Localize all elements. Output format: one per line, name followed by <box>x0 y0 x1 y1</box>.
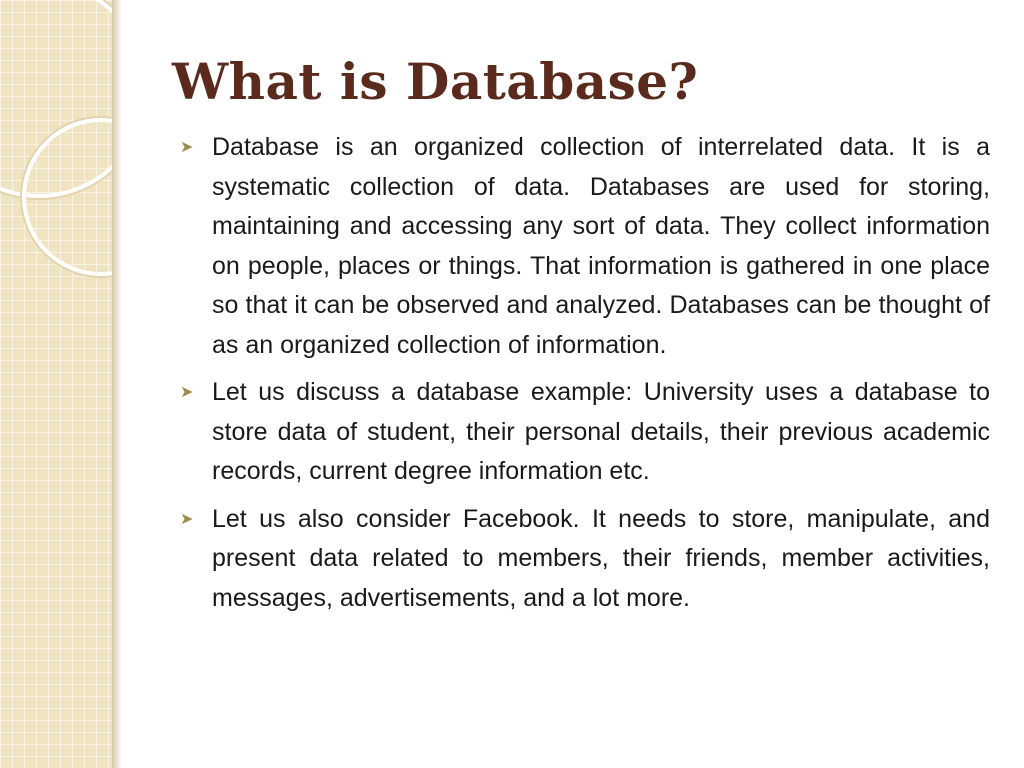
bullet-text: Let us discuss a database example: University uses a database to store data of student, their personal details, their previous academic records, current degree information etc. <box>212 378 990 485</box>
arrowhead-bullet-icon: ➤ <box>180 139 194 156</box>
bullet-item <box>172 373 990 492</box>
bullet-list <box>172 128 990 626</box>
bullet-item <box>172 500 990 619</box>
decorative-side-panel <box>0 0 112 768</box>
bullet-text: Let us also consider Facebook. It needs to store, manipulate, and present data related to members, their friends, member activities, messages, advertisements, and a lot more. <box>212 504 990 612</box>
panel-shadow <box>112 0 122 768</box>
arrowhead-bullet-icon: ➤ <box>180 384 194 401</box>
slide-title: What is Database? <box>172 52 699 111</box>
bullet-item <box>172 128 990 365</box>
bullet-text: Database is an organized collection of interrelated data. It is a systematic collection of data. Databases are used for storing, maintaining and accessing any sort of data. They collect information on people, places or things. That information is gathered in one place so that it can be observed and analyzed. Databases can be thought of as an organized collection of information. <box>212 133 990 359</box>
arrowhead-bullet-icon: ➤ <box>180 510 194 528</box>
